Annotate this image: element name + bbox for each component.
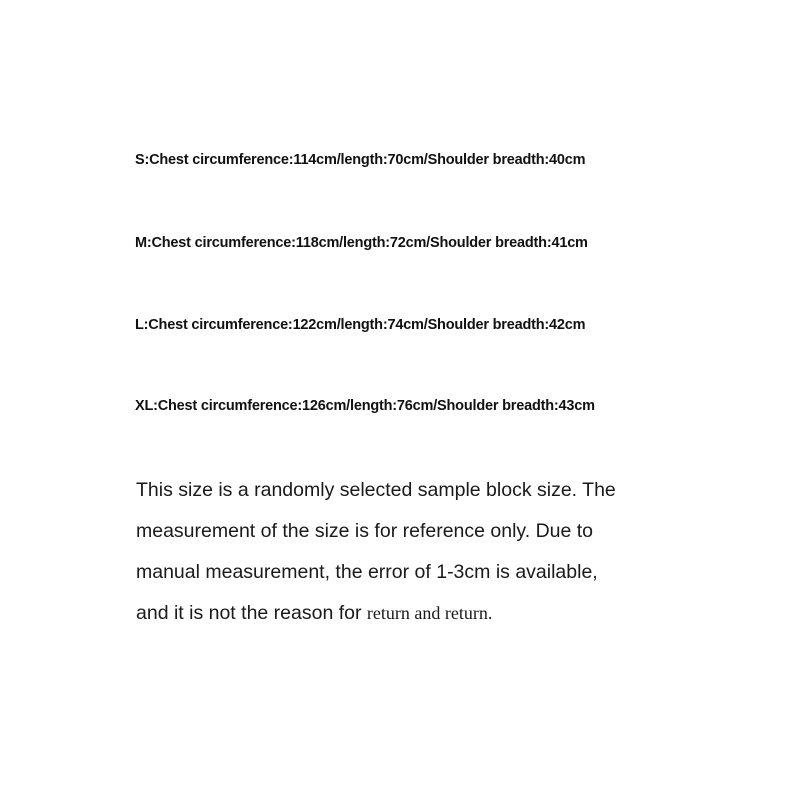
size-m-measurements: M:Chest circumference:118cm/length:72cm/Shoulder breadth:41cm — [135, 235, 588, 251]
disclaimer-line-3: manual measurement, the error of 1-3cm is available, — [136, 561, 598, 583]
disclaimer-line-1: This size is a randomly selected sample block size. The — [136, 479, 616, 501]
size-s-measurements: S:Chest circumference:114cm/length:70cm/Shoulder breadth:40cm — [135, 152, 586, 168]
disclaimer-line-4-end: return and return. — [366, 603, 493, 623]
disclaimer-line-4 — [136, 593, 696, 634]
size-xl-measurements: XL:Chest circumference:126cm/length:76cm/Shoulder breadth:43cm — [135, 398, 595, 414]
disclaimer-line-2: measurement of the size is for reference only. Due to — [136, 520, 594, 542]
size-l-measurements: L:Chest circumference:122cm/length:74cm/Shoulder breadth:42cm — [135, 317, 586, 333]
measurement-disclaimer — [136, 470, 696, 634]
disclaimer-line-4-start: and it is not the reason for — [136, 602, 367, 624]
